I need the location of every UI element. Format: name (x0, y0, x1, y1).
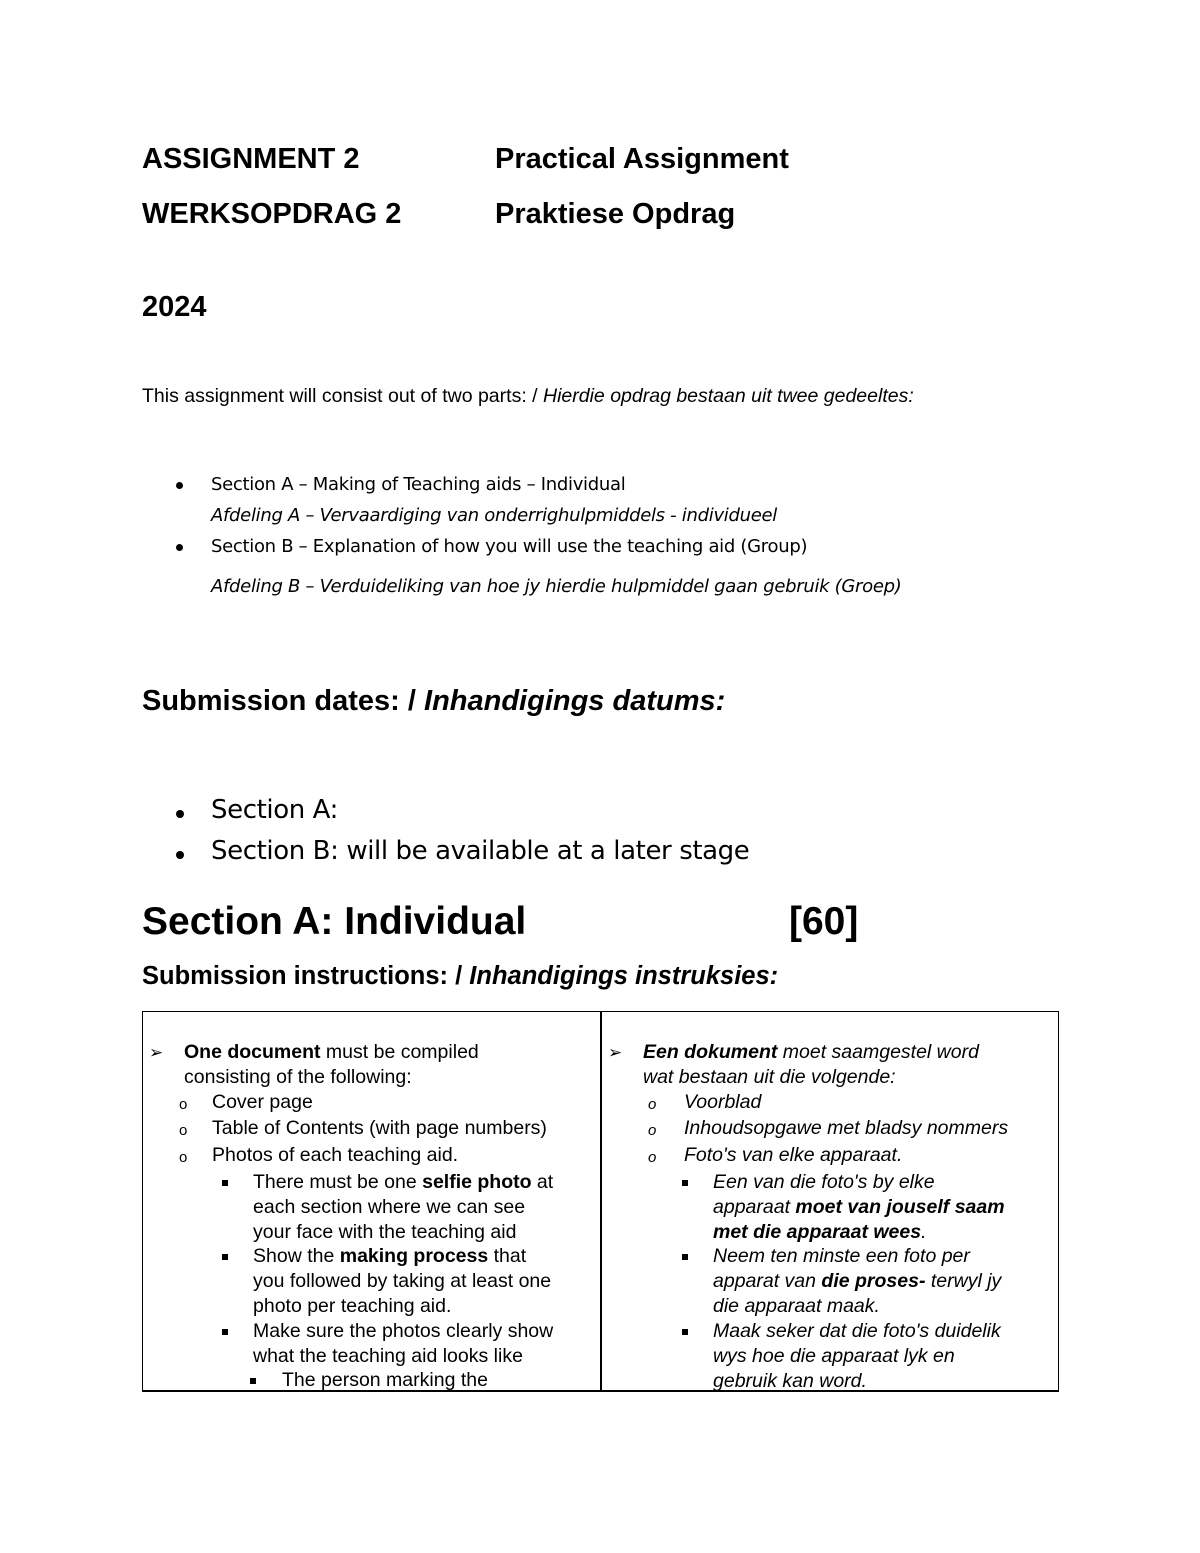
list-item: Voorblad (684, 1091, 762, 1113)
square-bullet-icon (682, 1329, 688, 1335)
list-item: Table of Contents (with page numbers) (212, 1117, 547, 1139)
list-item: gebruik kan word. (713, 1370, 867, 1392)
arrow-bullet-icon: ➢ (608, 1043, 623, 1062)
submission-date-section-b: Section B: will be available at a later stage (211, 836, 750, 866)
list-item: There must be one selfie photo at (253, 1171, 554, 1193)
list-item: what the teaching aid looks like (253, 1345, 523, 1367)
list-item: Foto's van elke apparaat. (684, 1144, 903, 1166)
part-a-en: Section A – Making of Teaching aids – Individual (211, 474, 626, 495)
list-item: each section where we can see (253, 1196, 526, 1218)
assignment-year: 2024 (142, 291, 207, 323)
list-item: Maak seker dat die foto's duidelik (713, 1320, 1001, 1342)
list-item: wat bestaan uit die volgende: (643, 1066, 896, 1088)
bullet-icon (176, 482, 183, 489)
list-item: Een dokument moet saamgestel word (643, 1041, 979, 1063)
part-b-en: Section B – Explanation of how you will use the teaching aid (Group) (211, 536, 808, 557)
bullet-icon (176, 810, 184, 818)
instructions-cell-en (143, 1012, 600, 1390)
list-item: photo per teaching aid. (253, 1295, 452, 1317)
instructions-table (142, 1011, 1059, 1392)
square-bullet-icon (250, 1378, 256, 1384)
circle-bullet-icon: o (179, 1149, 188, 1166)
instructions-cell-af (602, 1012, 1058, 1390)
submission-dates-af: Inhandigings datums: (415, 685, 726, 717)
assignment-number-af: WERKSOPDRAG 2 (142, 198, 402, 230)
list-item: Show the making process that (253, 1245, 527, 1267)
square-bullet-icon (222, 1329, 228, 1335)
submission-dates-heading (142, 685, 725, 718)
circle-bullet-icon: o (648, 1149, 657, 1166)
list-item: apparat van die proses- terwyl jy (713, 1270, 1002, 1292)
arrow-bullet-icon: ➢ (149, 1043, 164, 1062)
circle-bullet-icon: o (648, 1096, 657, 1113)
circle-bullet-icon: o (179, 1096, 188, 1113)
list-item: met die apparaat wees. (713, 1221, 927, 1243)
list-item: One document must be compiled (184, 1041, 479, 1063)
list-item: Inhoudsopgawe met bladsy nommers (684, 1117, 1009, 1139)
bullet-icon (176, 851, 184, 859)
list-item: Neem ten minste een foto per (713, 1245, 970, 1267)
square-bullet-icon (222, 1254, 228, 1260)
submission-instructions-af: Inhandigings instruksies: (462, 962, 779, 990)
list-item: wys hoe die apparaat lyk en (713, 1345, 955, 1367)
intro-text (142, 385, 914, 408)
section-a-marks: [60] (789, 900, 859, 943)
circle-bullet-icon: o (648, 1122, 657, 1139)
submission-date-section-a: Section A: (211, 795, 338, 825)
assignment-title-af: Praktiese Opdrag (495, 198, 736, 230)
square-bullet-icon (682, 1254, 688, 1260)
submission-instructions-en: Submission instructions: / (142, 962, 463, 990)
assignment-number-en: ASSIGNMENT 2 (142, 143, 360, 175)
list-item: apparaat moet van jouself saam (713, 1196, 1005, 1218)
square-bullet-icon (682, 1180, 688, 1186)
submission-instructions-heading (142, 962, 778, 991)
list-item: The person marking the (282, 1369, 488, 1391)
square-bullet-icon (222, 1180, 228, 1186)
list-item: die apparaat maak. (713, 1295, 880, 1317)
intro-en: This assignment will consist out of two parts: / (142, 385, 538, 407)
list-item: Photos of each teaching aid. (212, 1144, 459, 1166)
intro-af: Hierdie opdrag bestaan uit twee gedeeltes: (537, 385, 914, 407)
list-item: Make sure the photos clearly show (253, 1320, 554, 1342)
list-item: Een van die foto's by elke (713, 1171, 935, 1193)
bullet-icon (176, 544, 183, 551)
list-item: you followed by taking at least one (253, 1270, 552, 1292)
part-a-af: Afdeling A – Vervaardiging van onderrighulpmiddels - individueel (211, 505, 777, 526)
circle-bullet-icon: o (179, 1122, 188, 1139)
section-a-title: Section A: Individual (142, 900, 527, 943)
list-item: consisting of the following: (184, 1066, 412, 1088)
part-b-af: Afdeling B – Verduideliking van hoe jy hierdie hulpmiddel gaan gebruik (Groep) (211, 576, 902, 597)
list-item: Cover page (212, 1091, 313, 1113)
submission-dates-en: Submission dates: / (142, 685, 416, 717)
list-item: your face with the teaching aid (253, 1221, 517, 1243)
assignment-title-en: Practical Assignment (495, 143, 789, 175)
